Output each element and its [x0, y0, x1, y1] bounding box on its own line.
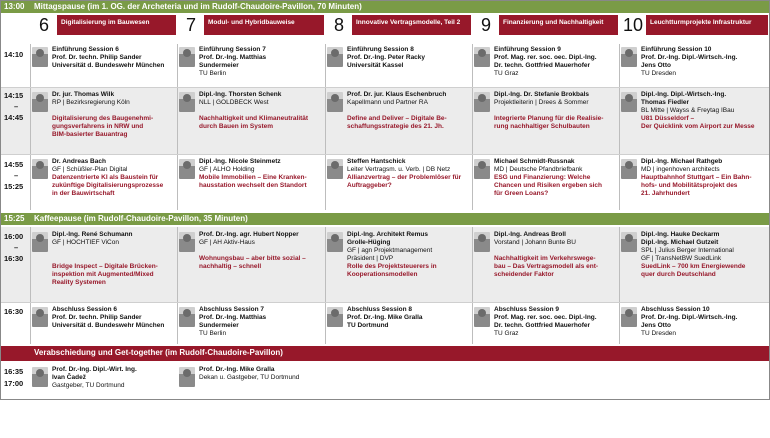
- talk-title-line: SuedLink – 700 km Energiewende: [641, 263, 746, 270]
- talk-title-line: scheidender Faktor: [494, 271, 554, 278]
- cell-heading: Einführung Session 6: [52, 46, 119, 53]
- talk-title-line: Wohnungsbau – aber bitte sozial –: [199, 255, 306, 262]
- coffee-time: 15:25: [4, 214, 25, 223]
- speaker-info-line: MD | Deutsche Pfandbriefbank: [494, 166, 583, 173]
- speaker-info-line: Prof. Dr. techn. Philip Sander: [52, 314, 142, 321]
- talk-title-line: quer durch Deutschland: [641, 271, 716, 278]
- talk-title-line: Kooperationsmodellen: [347, 271, 418, 278]
- talk-title-line: Nachhaltigkeit und Klimaneutralität: [199, 115, 309, 122]
- speaker-info-line: Prof. Dr.-Ing. Matthias: [199, 314, 267, 321]
- speaker-info-line: Dr. techn. Gottfried Mauerhofer: [494, 62, 591, 69]
- session-number: 6: [31, 15, 57, 35]
- talk-title-line: bau – Das Vertragsmodell als ent-: [494, 263, 599, 270]
- speaker-info-line: Projektleiterin | Drees & Sommer: [494, 99, 589, 106]
- cell-heading: Dipl.-Ing. Michael Rathgeb: [641, 158, 723, 165]
- cell-heading: Michael Schmidt-Russnak: [494, 158, 575, 165]
- time-talk2-end: 15:25: [4, 182, 24, 191]
- time-intro: 14:10: [4, 50, 24, 59]
- speaker-info-line: Prof. Dr.-Ing. Dipl.-Wirtsch.-Ing.: [641, 314, 738, 321]
- time-talk2-dash: –: [14, 171, 19, 180]
- time-talk1-end: 14:45: [4, 113, 24, 122]
- speaker-info-line: GF | ALHO Holding: [199, 166, 255, 173]
- speaker-info-line: SPL | Julius Berger International: [641, 247, 734, 254]
- cell-heading: Dipl.-Ing. Dipl.-Wirtsch.-Ing.: [641, 91, 727, 98]
- talk-title-line: Mobile Immobilien – Eine Kranken-: [199, 174, 307, 181]
- talk-title-line: Reality Systemen: [52, 279, 106, 286]
- speaker-info-line: Universität d. Bundeswehr München: [52, 62, 165, 69]
- talk-title-line: Hauptbahnhof Stuttgart – Ein Bahn-: [641, 174, 752, 181]
- time-talk2-start: 14:55: [4, 160, 24, 169]
- speaker-info-line: BL Mitte | Wayss & Freytag IBau: [641, 107, 735, 114]
- time-talk3-end: 16:30: [4, 254, 24, 263]
- cell-heading: Abschluss Session 8: [347, 306, 413, 313]
- talk-title-line: nachhaltig – schnell: [199, 263, 262, 270]
- speaker-info-line: Kapellmann und Partner RA: [347, 99, 428, 106]
- talk-title-line: hausstation wechselt den Standort: [199, 182, 307, 189]
- cell-heading: Abschluss Session 7: [199, 306, 265, 313]
- cell-heading: Dipl.-Ing. Nicole Steinmetz: [199, 158, 281, 165]
- talk-title-line: Nachhaltigkeit im Verkehrswege-: [494, 255, 596, 262]
- talk-title-line: Auftraggeber?: [347, 182, 392, 189]
- talk-title-line: zukünftige Digitalisierungsprozesse: [52, 182, 164, 189]
- cell-heading: Steffen Hantschick: [347, 158, 406, 165]
- speaker-info-line: Jens Otto: [641, 62, 671, 69]
- speaker-info-line: GF | AH Aktiv-Haus: [199, 239, 255, 246]
- talk-title-line: Bridge Inspect – Digitale Brücken-: [52, 263, 158, 270]
- speaker-info-line: GF | TransNetBW SuedLink: [641, 255, 722, 262]
- cell-heading: Dipl.-Ing. Andreas Broll: [494, 231, 566, 238]
- speaker-info-line: Universität d. Bundeswehr München: [52, 322, 165, 329]
- speaker-info-line: NLL | GOLDBECK West: [199, 99, 269, 106]
- cell-heading: Prof. Dr.-Ing. Mike Gralla: [199, 366, 275, 373]
- time-talk3-start: 16:00: [4, 232, 24, 241]
- session-number: 7: [178, 15, 204, 35]
- speaker-info-line: TU Berlin: [199, 70, 227, 77]
- speaker-info-line: TU Graz: [494, 70, 519, 77]
- cell-heading: Dipl.-Ing. Dr. Stefanie Brokbals: [494, 91, 589, 98]
- time-closing-sessions: 16:30: [4, 307, 24, 316]
- cell-heading: Abschluss Session 6: [52, 306, 118, 313]
- speaker-info-line: Dekan u. Gastgeber, TU Dortmund: [199, 374, 300, 381]
- cell-heading: Prof. Dr.-Ing. agr. Hubert Nopper: [199, 231, 299, 238]
- speaker-info-line: Prof. Dr.-Ing. Peter Racky: [347, 54, 426, 61]
- talk-title-line: in der Bauwirtschaft: [52, 190, 115, 197]
- cell-heading: Dipl.-Ing. Architekt Remus: [347, 231, 429, 238]
- session-number: 9: [473, 15, 499, 35]
- talk-title-line: Digitalisierung des Baugenehmi-: [52, 115, 154, 122]
- speaker-info-line: Universität Kassel: [347, 62, 404, 69]
- cell-heading: Abschluss Session 10: [641, 306, 710, 313]
- cell-heading: Dr. jur. Thomas Wilk: [52, 91, 115, 98]
- talk-title-line: für Green Loans?: [494, 190, 549, 197]
- lunch-time: 13:00: [4, 2, 25, 11]
- talk-title-line: durch Bauen im System: [199, 123, 274, 130]
- talk-title-line: gungsverfahrens in NRW und: [52, 123, 144, 130]
- session-title: Finanzierung und Nachhaltigkeit: [503, 19, 604, 26]
- coffee-text: Kaffeepause (im Rudolf-Chaudoire-Pavillon, 35 Minuten): [34, 214, 248, 223]
- talk-title-line: Integrierte Planung für die Realisie-: [494, 115, 604, 122]
- time-farewell-start: 16:35: [4, 367, 24, 376]
- speaker-info-line: TU Dresden: [641, 330, 677, 337]
- cell-heading: Einführung Session 9: [494, 46, 561, 53]
- cell-heading: Prof. Dr. jur. Klaus Eschenbruch: [347, 91, 447, 98]
- lunch-text: Mittagspause (im 1. OG. der Archeteria und im Rudolf-Chaudoire-Pavillon, 70 Minuten): [34, 2, 362, 11]
- talk-title-line: ESG und Finanzierung: Welche: [494, 174, 591, 181]
- time-talk3-dash: –: [14, 243, 19, 252]
- speaker-info-line: Prof. Dr.-Ing. Mike Gralla: [347, 314, 423, 321]
- session-title: Modul- und Hybridbauweise: [208, 19, 295, 26]
- speaker-info-line: Grolle-Hüging: [347, 239, 391, 246]
- cell-heading: Dipl.-Ing. Hauke Deckarm: [641, 231, 720, 238]
- speaker-info-line: Sundermeier: [199, 62, 239, 69]
- talk-title-line: Define and Deliver – Digitale Be-: [347, 115, 447, 122]
- speaker-info-line: GF | Schüßler-Plan Digital: [52, 166, 128, 173]
- speaker-info-line: TU Graz: [494, 330, 519, 337]
- talk-title-line: Rolle des Projektsteuerers in: [347, 263, 437, 270]
- time-talk1-dash: –: [14, 102, 19, 111]
- speaker-info-line: Dr. techn. Gottfried Mauerhofer: [494, 322, 591, 329]
- speaker-info-line: Jens Otto: [641, 322, 671, 329]
- talk-title-line: Der Quicklink vom Airport zur Messe: [641, 123, 755, 130]
- talk-title-line: BIM-basierter Bauantrag: [52, 131, 128, 138]
- speaker-info-line: Prof. Dr.-Ing. Dipl.-Wirtsch.-Ing.: [641, 54, 738, 61]
- cell-heading: Dipl.-Ing. René Schumann: [52, 231, 133, 238]
- cell-heading: Einführung Session 8: [347, 46, 414, 53]
- talk-title-line: Allianzvertrag – der Problemlöser für: [347, 174, 462, 181]
- talk-title-line: Chancen und Risiken ergeben sich: [494, 182, 602, 189]
- speaker-info-line: Prof. Dr.-Ing. Matthias: [199, 54, 267, 61]
- speaker-info-line: Prof. Mag. rer. soc. oec. Dipl.-Ing.: [494, 314, 597, 321]
- cell-heading: Dipl.-Ing. Thorsten Schenk: [199, 91, 282, 98]
- closing-text: Verabschiedung und Get-together (im Rudolf-Chaudoire-Pavillon): [34, 348, 283, 357]
- cell-heading: Dr. Andreas Bach: [52, 158, 106, 165]
- speaker-info-line: Ivan Čadež: [52, 374, 86, 381]
- speaker-info-line: Gastgeber, TU Dortmund: [52, 382, 125, 389]
- talk-title-line: hofs- und Mobilitätsprojekt des: [641, 182, 738, 189]
- talk-title-line: inspektion mit Augmented/Mixed: [52, 271, 154, 278]
- session-number: 10: [620, 15, 646, 35]
- speaker-info-line: TU Berlin: [199, 330, 227, 337]
- speaker-info-line: Thomas Fiedler: [641, 99, 690, 106]
- speaker-info-line: Leiter Vertragsm. u. Verb. | DB Netz: [347, 166, 451, 173]
- speaker-info-line: TU Dortmund: [347, 322, 389, 329]
- session-title: Innovative Vertragsmodelle, Teil 2: [356, 19, 461, 26]
- cell-heading: Abschluss Session 9: [494, 306, 560, 313]
- talk-title-line: Datenzentrierte KI als Baustein für: [52, 174, 159, 181]
- talk-title-line: schaffungsstrategie des 21. Jh.: [347, 123, 444, 130]
- session-title: Digitalisierung im Bauwesen: [61, 19, 150, 26]
- speaker-info-line: MD | ingenhoven architects: [641, 166, 720, 173]
- cell-heading: Prof. Dr.-Ing. Dipl.-Wirt. Ing.: [52, 366, 137, 373]
- cell-heading: Einführung Session 7: [199, 46, 266, 53]
- speaker-info-line: Prof. Mag. rer. soc. oec. Dipl.-Ing.: [494, 54, 597, 61]
- speaker-info-line: Sundermeier: [199, 322, 239, 329]
- session-number: 8: [326, 15, 352, 35]
- cell-heading: Einführung Session 10: [641, 46, 712, 53]
- speaker-info-line: GF | HOCHTIEF ViCon: [52, 239, 119, 246]
- talk-title-line: 21. Jahrhundert: [641, 190, 690, 197]
- speaker-info-line: TU Dresden: [641, 70, 677, 77]
- speaker-info-line: Präsident | DVP: [347, 255, 394, 262]
- speaker-info-line: Prof. Dr. techn. Philip Sander: [52, 54, 142, 61]
- time-talk1-start: 14:15: [4, 91, 24, 100]
- time-farewell-end: 17:00: [4, 379, 24, 388]
- talk-title-line: U81 Düsseldorf –: [641, 115, 695, 122]
- session-title: Leuchtturmprojekte Infrastruktur: [650, 19, 752, 26]
- speaker-info-line: Vorstand | Johann Bunte BU: [494, 239, 576, 246]
- speaker-info-line: Dipl.-Ing. Michael Gutzeit: [641, 239, 719, 246]
- speaker-info-line: RP | Bezirksregierung Köln: [52, 99, 130, 106]
- speaker-info-line: GF | agn Projektmanagement: [347, 247, 433, 254]
- talk-title-line: rung nachhaltiger Schulbauten: [494, 123, 590, 130]
